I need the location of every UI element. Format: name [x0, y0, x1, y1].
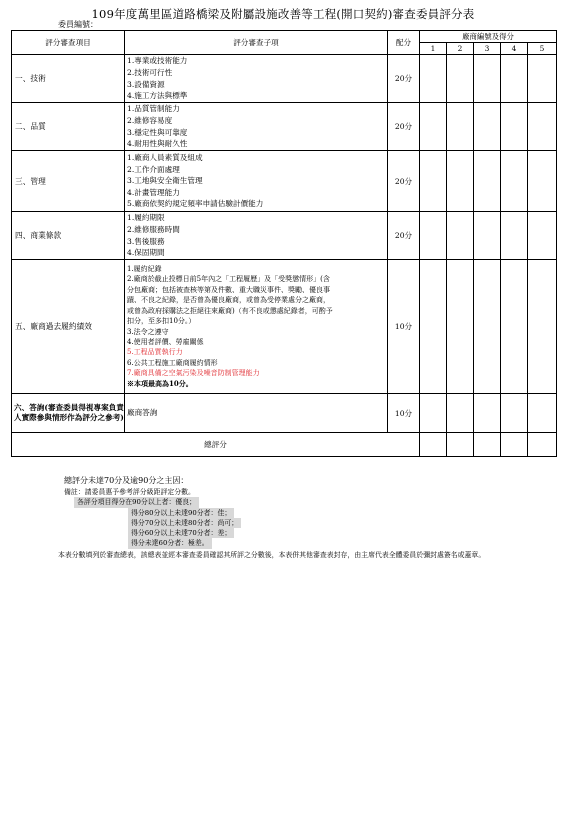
vendor-number-3: 3 [474, 43, 501, 55]
subitem: 1.履約期限 [127, 213, 165, 223]
table-row [12, 394, 557, 433]
subitem: 4.計畫管理能力 [127, 187, 180, 197]
weight-value: 20分 [388, 103, 420, 151]
table-row [12, 212, 557, 260]
weight-value: 20分 [388, 212, 420, 260]
score-cell[interactable] [447, 394, 474, 433]
subitem: 2.維修服務時間 [127, 224, 180, 234]
subitem: 蹟、不良之紀錄，是否曾為優良廠商，或曾為受停業處分之廠商， [127, 296, 330, 305]
subitem: 5.廠商依契約規定頻率申請估驗計價能力 [127, 199, 264, 209]
weight-value: 20分 [388, 55, 420, 103]
category-label: 四、商業條款 [12, 212, 125, 260]
score-cell[interactable] [447, 212, 474, 260]
weight-value: 10分 [388, 394, 420, 433]
score-cell[interactable] [501, 394, 528, 433]
subitem: 1.專業或技術能力 [127, 56, 188, 66]
subitem-highlight: 7.廠商具備之空氣污染及噪音防制管理能力 [127, 369, 260, 378]
subitem-list [125, 212, 388, 260]
grade-line: 各評分項目得分在90分以上者：優良； [74, 497, 199, 507]
table-row [12, 260, 557, 394]
note-title: 備註：請委員惠予參考評分級距評定分數。 [64, 488, 195, 496]
subitem: 1.履約紀錄 [127, 265, 162, 274]
total-row [12, 433, 557, 457]
category-label: 三、管理 [12, 151, 125, 212]
category-label: 五、廠商過去履約績效 [12, 260, 125, 394]
subitem: 4.施工方法與標準 [127, 91, 188, 101]
score-cell[interactable] [528, 212, 557, 260]
subitem: 1.廠商人員素質及組成 [127, 153, 203, 163]
score-cell[interactable] [420, 151, 447, 212]
subitem: 6.公共工程施工廠商履約情形 [127, 358, 218, 367]
committee-number-label: 委員編號： [58, 20, 98, 29]
subitem: 4.耐用性與耐久性 [127, 139, 188, 149]
subitem: 3.售後服務 [127, 236, 165, 246]
score-cell[interactable] [501, 103, 528, 151]
header-subitem: 評分審查子項 [125, 31, 388, 55]
subitem: 或曾為政府採購法之拒絕往來廠商)（有不良或懲處紀錄者，可酌予 [127, 306, 333, 315]
notes-block [64, 487, 241, 549]
subitem: 4.保固期間 [127, 248, 165, 258]
max-score-note: ※本項最高為10分。 [127, 378, 193, 388]
score-cell[interactable] [528, 103, 557, 151]
subitem: 廠商答詢 [125, 394, 388, 433]
score-cell[interactable] [447, 260, 474, 394]
subitem: 2.工作介面處理 [127, 164, 180, 174]
total-score-cell[interactable] [528, 433, 557, 457]
subitem: 4.使用者評價、勞雇關係 [127, 337, 204, 346]
total-score-cell[interactable] [474, 433, 501, 457]
grade-line: 得分70分以上未達80分者：尚可； [128, 518, 241, 528]
subitem: 3.工地與安全衛生管理 [127, 176, 203, 186]
subitem-list [125, 55, 388, 103]
subitem-list [125, 151, 388, 212]
header-weight: 配分 [388, 31, 420, 55]
subitem: 3.設備資源 [127, 79, 165, 89]
category-label: 二、品質 [12, 103, 125, 151]
score-cell[interactable] [447, 55, 474, 103]
grade-line: 得分60分以上未達70分者：差； [128, 528, 234, 538]
category-label: 六、答詢(審查委員得視專案負責人實際參與情形作為評分之參考) [12, 394, 125, 433]
subitem-list [125, 103, 388, 151]
vendor-number-5: 5 [528, 43, 557, 55]
score-cell[interactable] [528, 260, 557, 394]
score-cell[interactable] [474, 103, 501, 151]
score-cell[interactable] [420, 260, 447, 394]
score-cell[interactable] [420, 212, 447, 260]
header-vendor: 廠商編號及得分 [420, 31, 557, 43]
total-score-cell[interactable] [447, 433, 474, 457]
category-label: 一、技術 [12, 55, 125, 103]
score-cell[interactable] [501, 212, 528, 260]
score-cell[interactable] [474, 212, 501, 260]
score-cell[interactable] [474, 151, 501, 212]
score-cell[interactable] [420, 394, 447, 433]
vendor-number-2: 2 [447, 43, 474, 55]
score-cell[interactable] [420, 103, 447, 151]
total-score-cell[interactable] [501, 433, 528, 457]
score-cell[interactable] [501, 55, 528, 103]
header-item: 評分審查項目 [12, 31, 125, 55]
subitem: 2.技術可行性 [127, 67, 173, 77]
subitem-highlight: 5.工程品質執行力 [127, 348, 183, 357]
score-cell[interactable] [474, 394, 501, 433]
vendor-number-1: 1 [420, 43, 447, 55]
score-cell[interactable] [528, 55, 557, 103]
form-title: 109年度萬里區道路橋梁及附屬設施改善等工程(開口契約)審查委員評分表 [91, 7, 475, 21]
score-cell[interactable] [528, 394, 557, 433]
total-score-cell[interactable] [420, 433, 447, 457]
score-cell[interactable] [420, 55, 447, 103]
grade-line: 得分未達60分者：極差。 [128, 538, 212, 548]
score-cell[interactable] [447, 151, 474, 212]
score-cell[interactable] [447, 103, 474, 151]
vendor-number-4: 4 [501, 43, 528, 55]
subitem: 1.品質管制能力 [127, 104, 180, 114]
subitem: 分包廠商；包括被查核等第及件數、重大職災事件、獎勵、優良事 [127, 285, 330, 294]
score-cell[interactable] [528, 151, 557, 212]
subitem: 3.法令之遵守 [127, 327, 169, 336]
reason-line: 總評分未達70分及逾90分之主因： [64, 476, 189, 485]
subitem-list [125, 260, 388, 394]
score-cell[interactable] [501, 260, 528, 394]
score-cell[interactable] [474, 55, 501, 103]
table-row [12, 55, 557, 103]
subitem: 扣分，至多扣10分。） [127, 317, 196, 326]
total-label: 總評分 [12, 433, 420, 457]
closing-note: 本表分數填列於審查總表，該總表並經本審查委員確認其所評之分數後，本表併其他審查表封存，由主席代表全體委員於彌封處簽名或蓋章。 [58, 551, 486, 559]
subitem: 2.維修容易度 [127, 115, 173, 125]
weight-value: 10分 [388, 260, 420, 394]
score-cell[interactable] [501, 151, 528, 212]
scoring-table [11, 30, 557, 457]
score-cell[interactable] [474, 260, 501, 394]
subitem: 3.穩定性與可靠度 [127, 127, 188, 137]
table-row [12, 151, 557, 212]
table-row [12, 103, 557, 151]
subitem: 2.廠商於截止投標日前5年內之「工程履歷」及「受獎懲情形」(含 [127, 275, 330, 284]
grade-line: 得分80分以上未達90分者：佳； [128, 508, 234, 518]
weight-value: 20分 [388, 151, 420, 212]
